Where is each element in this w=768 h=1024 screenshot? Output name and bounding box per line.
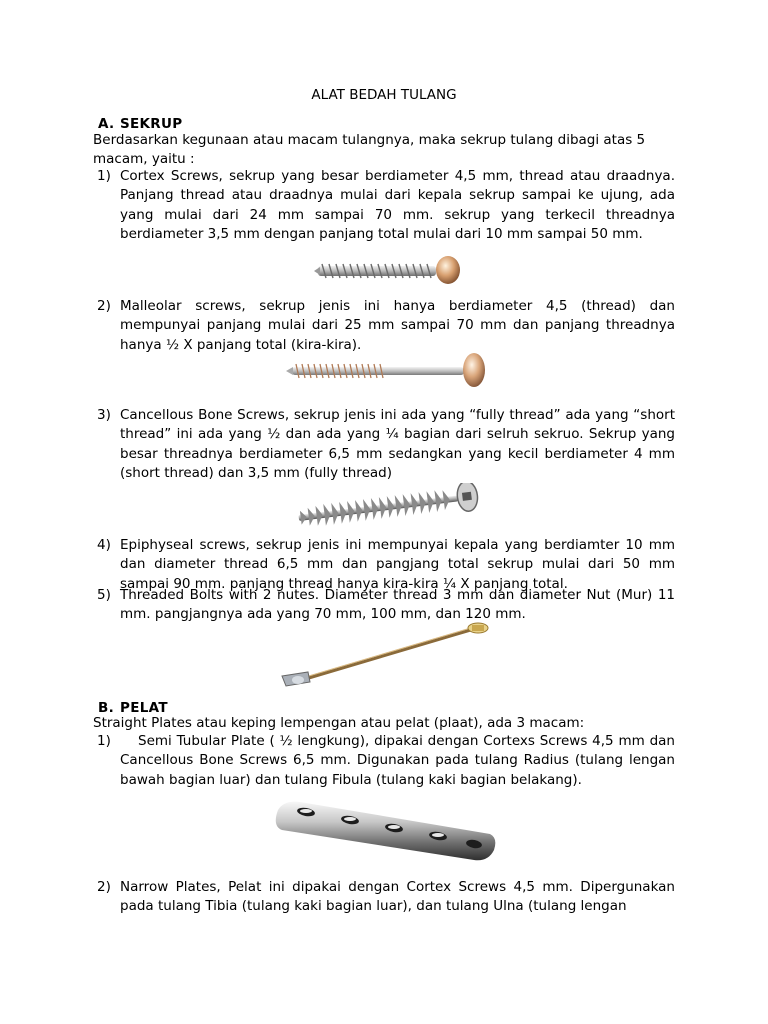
list-item-number: 5) — [97, 587, 111, 603]
section-b-title: PELAT — [120, 700, 168, 716]
semi-tubular-plate-image — [270, 798, 498, 868]
section-a-number: A. — [98, 116, 115, 132]
list-item-number: 1) — [97, 168, 111, 184]
list-item-number: 1) — [97, 733, 111, 749]
list-item-text: Narrow Plates, Pelat ini dipakai dengan Cortex Screws 4,5 mm. Dipergunakan pada tulang Tibia (tulang kaki bagian luar), dan tulang Ulna (tulang lengan — [120, 879, 675, 915]
list-item-text: Cancellous Bone Screws, sekrup jenis ini ada yang “fully thread” ada yang “short thread” ini ada yang ½ dan ada yang ¼ bagian dari selruh sekruo. Sekrup yang besar threadnya berdiameter 6,5 mm sedangkan yang kecil berdiameter 4 mm (short thread) dan 3,5 mm (fully thread) — [120, 407, 675, 481]
threaded-bolt-image — [278, 620, 494, 690]
list-item — [95, 297, 675, 355]
section-a-intro: Berdasarkan kegunaan atau macam tulangnya, maka sekrup tulang dibagi atas 5 macam, yaitu : — [93, 132, 646, 168]
list-item-text: Threaded Bolts with 2 nutes. Diameter thread 3 mm dan diameter Nut (Mur) 11 mm. pangjangnya ada yang 70 mm, 100 mm, dan 120 mm. — [120, 587, 675, 623]
section-a-title: SEKRUP — [120, 116, 183, 132]
list-item-text: Malleolar screws, sekrup jenis ini hanya berdiameter 4,5 (thread) dan mempunyai panjang mulai dari 25 mm sampai 70 mm dan panjang threadnya hanya ½ X panjang total (kira-kira). — [120, 298, 675, 353]
list-item — [95, 878, 675, 917]
list-item — [95, 167, 675, 244]
list-item — [95, 586, 675, 625]
section-b-intro: Straight Plates atau keping lempengan atau pelat (plaat), ada 3 macam: — [93, 715, 585, 731]
cancellous-screw-image — [292, 483, 484, 529]
list-item — [95, 406, 675, 483]
page-title: ALAT BEDAH TULANG — [311, 87, 457, 103]
section-b-number: B. — [98, 700, 115, 716]
cortex-screw-image — [312, 254, 462, 288]
list-item-text: Epiphyseal screws, sekrup jenis ini mempunyai kepala yang berdiamter 10 mm dan diameter thread 6,5 mm dan pangjang total sekrup mulai dari 50 mm sampai 90 mm. panjang thread hanya kira-kira ¼ X panjang total. — [120, 537, 675, 592]
section-a-heading — [98, 116, 182, 132]
list-item-number: 4) — [97, 537, 111, 553]
list-item-text: Semi Tubular Plate ( ½ lengkung), dipakai dengan Cortexs Screws 4,5 mm dan Cancellous Bone Screws 6,5 mm. Digunakan pada tulang Radius (tulang lengan bawah bagian luar) dan tulang Fibula (tulang kaki bagian belakang). — [120, 733, 675, 788]
list-item-number: 2) — [97, 298, 111, 314]
list-item-number: 2) — [97, 879, 111, 895]
list-item — [95, 732, 675, 790]
list-item-text: Cortex Screws, sekrup yang besar berdiameter 4,5 mm, thread atau draadnya. Panjang thread atau draadnya mulai dari kepala sekrup sampai ke ujung, ada yang mulai dari 24 mm sampai 70 mm. sekrup yang terkecil threadnya berdiameter 3,5 mm dengan panjang total mulai dari 10 mm sampai 50 mm. — [120, 168, 675, 242]
malleolar-screw-image — [284, 350, 490, 390]
list-item-number: 3) — [97, 407, 111, 423]
